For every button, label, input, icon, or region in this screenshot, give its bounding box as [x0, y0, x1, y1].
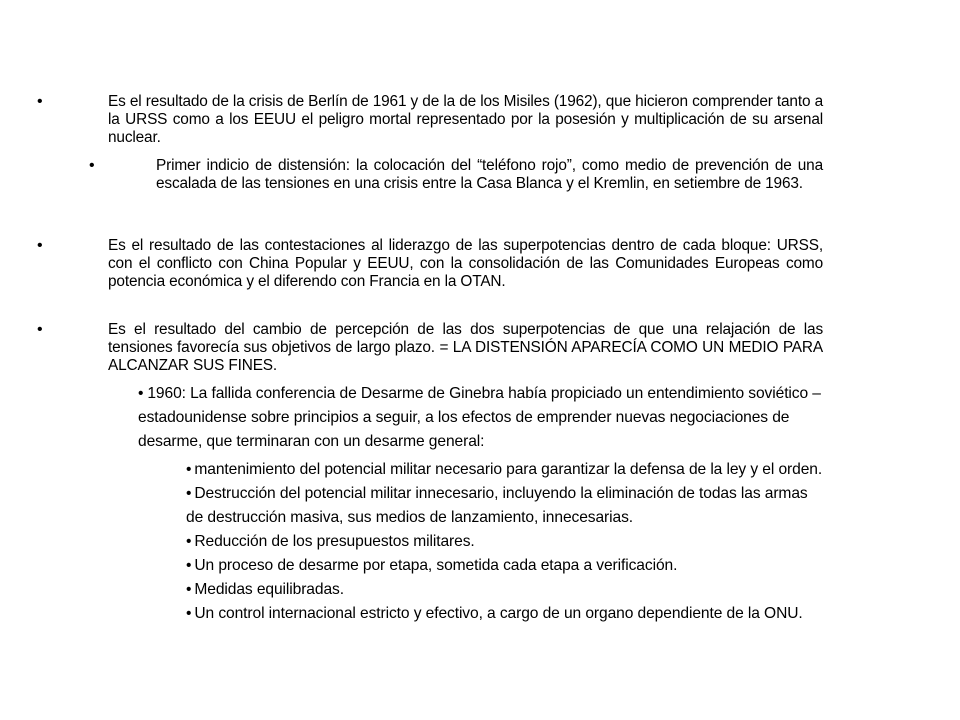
principle-text: Un proceso de desarme por etapa, sometida cada etapa a verificación.: [194, 557, 678, 574]
bullet-4: •: [37, 321, 43, 338]
item-leadership-contestation: Es el resultado de las contestaciones al liderazgo de las superpotencias dentro de cada bloque: URSS, con el conflicto con China Popular y EEUU, con la consolidación de las Comunidades Europeas como potencia económica y el diferendo con Francia en la OTAN.: [108, 237, 823, 290]
item-berlin-crisis: Es el resultado de la crisis de Berlín de 1961 y de la de los Misiles (1962), que hicieron comprender tanto a la URSS como a los EEUU el peligro mortal representado por la posesión y multiplicación de su arsenal nuclear.: [108, 93, 823, 146]
geneva-text: 1960: La fallida conferencia de Desarme de Ginebra había propiciado un entendimiento soviético – estadounidense sobre principios a seguir, a los efectos de emprender nuevas negociaciones de desarme, que terminaran con un desarme general:: [138, 385, 821, 450]
principle-text: Un control internacional estricto y efectivo, a cargo de un organo dependiente de la ONU.: [194, 605, 803, 622]
principles-list: [186, 458, 826, 626]
item-perception-change: Es el resultado del cambio de percepción de las dos superpotencias de que una relajación de las tensiones favorecía sus objetivos de largo plazo. = LA DISTENSIÓN APARECÍA COMO UN MEDIO PARA ALCANZAR SUS FINES.: [108, 321, 823, 374]
principle-text: Medidas equilibradas.: [194, 581, 344, 598]
bullet-1: •: [37, 93, 43, 110]
principle-item: [186, 578, 826, 602]
principle-bullet: •: [186, 461, 192, 478]
principle-item: [186, 602, 826, 626]
principle-item: [186, 482, 826, 530]
principle-item: [186, 458, 826, 482]
bullet-1960: •: [138, 385, 144, 402]
principle-item: [186, 554, 826, 578]
bullet-2: •: [89, 157, 95, 174]
principle-bullet: •: [186, 557, 192, 574]
principle-bullet: •: [186, 485, 192, 502]
principle-text: mantenimiento del potencial militar necesario para garantizar la defensa de la ley y el orden.: [194, 461, 823, 478]
principle-item: [186, 530, 826, 554]
bullet-3: •: [37, 237, 43, 254]
item-red-telephone: Primer indicio de distensión: la colocación del “teléfono rojo”, como medio de prevención de una escalada de las tensiones en una crisis entre la Casa Blanca y el Kremlin, en setiembre de 1963.: [156, 157, 823, 192]
principle-text: Reducción de los presupuestos militares.: [194, 533, 475, 550]
principle-text: Destrucción del potencial militar innecesario, incluyendo la eliminación de todas las armas de destrucción masiva, sus medios de lanzamiento, innecesarias.: [186, 485, 808, 526]
principle-bullet: •: [186, 605, 192, 622]
principle-bullet: •: [186, 533, 192, 550]
item-1960-geneva: [138, 382, 828, 454]
principle-bullet: •: [186, 581, 192, 598]
